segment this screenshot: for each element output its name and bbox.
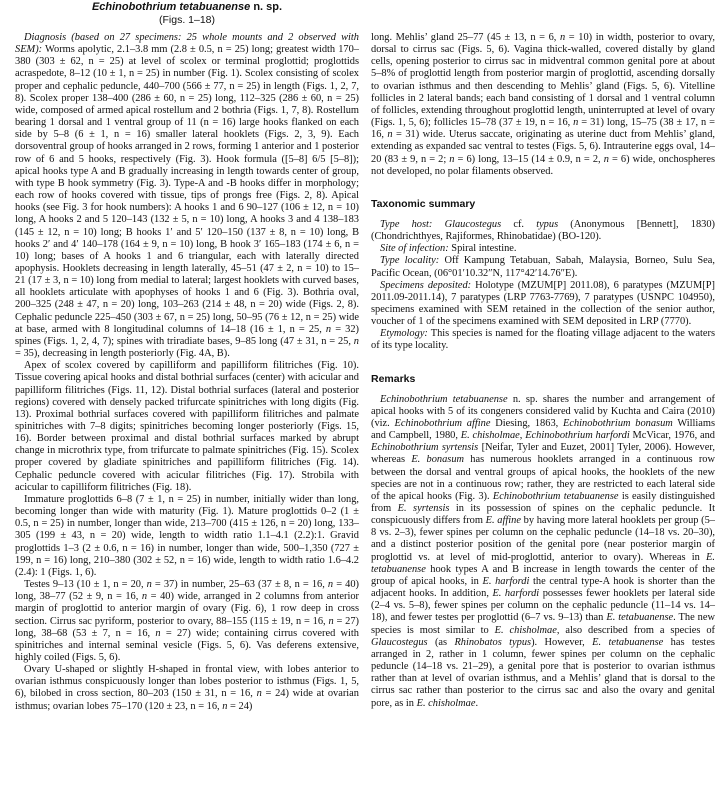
italic-text: n bbox=[353, 335, 359, 347]
text-run: This species is named for the floating village adjacent to the waters of its type locality. bbox=[371, 328, 715, 352]
italic-text: n bbox=[560, 32, 566, 43]
text-run: = 35), decreasing in length posteriorly (Fig. 4A, B). bbox=[15, 348, 230, 360]
italic-text: n bbox=[141, 591, 148, 603]
italic-text: n bbox=[146, 579, 152, 591]
text-run: = 24) wide at ovarian isthmus; ovarian lobes 75–170 (120 ± 23, n = 16, bbox=[15, 688, 359, 712]
italic-text: Specimens deposited: bbox=[380, 279, 472, 291]
italic-text: n bbox=[155, 627, 161, 639]
text-run: Worms apolytic, 2.1–3.8 mm (2.8 ± 0.5, n = 25) long; greatest width 170–380 (303 ± 62, n = 25) at level of scolex or terminal proglottid; proglottids acraspedote, 8–12 (10 ± 1, n = 25) in number (Fig. 1). Scolex consisting of scolex proper and cephalic peduncle, 440–700 (566 ± 77, n = 25) in length (Figs. 1, 2, 7, 8). Scolex proper 138–400 (286 ± 60, n = 25) long, 112–325 (286 ± 60, n = 25) wide, composed of armed apical rostellum and 2 bothria (Figs. 1, 7, 8). Rostellum bearing 1 dorsal and 1 ventral group of 11 (n = 16) large hooks flanked on each side by 5–8 (6 ± 1, n = 16) smaller lateral hooklets (Figs. 2, 3, 9). Each dorsoventral group of hooks arranged in 2 rows, forming 1 anterior and 1 posterior row of 6 and 5 hooks, respectively (Fig. 3). Hook formula ([5–8] 6/5 [5–8]); apical hooks type A and B gradually increasing in length towards center of group, with type B hook symmetry (Fig. 3). Type-A and -B hooks differ in morphology; each row of hooks covered with tissue, tips of prongs free (Figs. 2, 8). Apical hooks (see Fig. 3 for hook numbers): A hooks 1 and 6 90–127 (106 ± 12, n = 10) long, A hooks 2 and 5 120–143 (132 ± 5, n = 10) long, A hooks 3 and 4 138–183 (145 ± 12, n = 10) long; B hooks 1′ and 5′ 120–150 (137 ± 8, n = 10) long, B hooks 2′ and 4′ 140–178 (164 ± 9, n = 10) long, B hook 3′ 165–183 (174 ± 6, n = 10) long; bases of A hooks 1 and 6 triangular, each with laterally directed apophysis. Hooklets decreasing in length laterally, 45–51 (47 ± 2, n = 10) to 15–21 (17 ± 3, n = 10) long from medial to lateral; largest hooklets with curved bases, all hooklets articulate with apophyses of hooks 1 and 6 (Fig. 3). Bothria oval, 200–325 (248 ± 47, n = 20) long, 103–263 (214 ± 48, n = 20) wide (Figs. 2, 8). Cephalic peduncle 225–450 (303 ± 67, n = 25) long, 50–95 (76 ± 12, n = 25) wide at base, armed with 8 longitudinal columns of 14–18 (16 ± 1, n = 25, bbox=[15, 44, 359, 335]
text-run: Off Kampung Tetabuan, Sabah, Malaysia, Borneo, Sulu Sea, Pacific Ocean, (06°01′10.32″N, 117°42′14.76″E). bbox=[371, 255, 715, 279]
italic-text: E. harfordi bbox=[482, 575, 530, 587]
text-run: (Anonymous [Bennett], 1830) (Chondrichthyes, Rajiformes, Rhinobatidae) (BO-120). bbox=[371, 218, 715, 243]
italic-text: typus bbox=[536, 218, 559, 230]
italic-text: Type host: bbox=[380, 218, 433, 230]
text-run: = 37) in number, 25–63 (37 ± 8, n = 16, bbox=[151, 579, 328, 591]
remarks-body bbox=[371, 394, 715, 710]
italic-text: E. harfordi bbox=[492, 588, 540, 600]
italic-text: n bbox=[222, 700, 228, 712]
italic-text: E. chisholmae bbox=[416, 697, 476, 709]
text-run: Testes 9–13 (10 ± 1, n = 20, bbox=[24, 579, 147, 591]
text-run: = 6) long, 13–15 (14 ± 0.9, n = 2, bbox=[454, 153, 604, 165]
text-run: McVicar, 1976, and bbox=[629, 430, 715, 442]
italic-text: n bbox=[256, 688, 262, 700]
paragraph bbox=[15, 360, 359, 494]
text-run: Williams and Campbell, 1980, bbox=[371, 417, 716, 442]
text-run: = 32) spines (Figs. 1, 2, 4, 7); spines with triradiate bases, 9–85 long (47 ± 31, n = 25, bbox=[15, 323, 360, 347]
italic-text: Glaucostegus bbox=[371, 636, 428, 648]
text-run bbox=[432, 219, 444, 230]
text-run: Ovary U-shaped or slightly H-shaped in frontal view, with lobes anterior to ovarian isthmus conspicuously longer than lobes posterior to isthmus (Figs. 1, 5, 6), bilobed in cross section, 80–203 (150 ± 31, n = 16, bbox=[15, 664, 359, 700]
italic-text: E. chisholmae bbox=[460, 430, 520, 442]
italic-text: Etymology: bbox=[380, 328, 428, 340]
text-run: has testes arranged in 2, rather in 1 column, fewer spines per column on the cephalic peduncle (14–18 vs. 21–29), a genital pore that is posterior to ovarian isthmus rather than at level of ovarian isthmus, and a Mehlis’ gland that is dorsal to the cirrus sac rather than posterior to the cirrus sac and also the ovary and genital pore, as in bbox=[371, 636, 715, 709]
text-run: (as bbox=[427, 636, 455, 648]
paragraph bbox=[371, 243, 715, 255]
italic-text: Echinobothrium tetabuanense bbox=[380, 393, 508, 405]
text-run: possesses fewer hooklets per lateral side (2–4 vs. 5–8), fewer spines per column on the cephalic peduncle (11–14 vs. 14–18), and fewer testes per proglottid (6–7 vs. 9–13) than bbox=[371, 588, 715, 624]
taxonomic-summary-heading: Taxonomic summary bbox=[371, 197, 476, 210]
text-run: by having more lateral hooklets per group (5–8 vs. 2–3), fewer spines per column on the cephalic peduncle (14–18 vs. 20–30), and a distinct posterior position of the genital pore (near posterior margin of proglottid vs. at level of mid-proglottid, anterior to ovary). Whereas in bbox=[371, 515, 715, 563]
text-run: long. Mehlis’ gland 25–77 (45 ± 13, n = 6, bbox=[371, 32, 560, 43]
text-run: = 40) long, 38–77 (52 ± 9, n = 16, bbox=[15, 579, 359, 603]
remarks-heading: Remarks bbox=[371, 372, 416, 385]
right-column bbox=[371, 32, 715, 710]
text-run: = 31) wide. Uterus saccate, originating as uterine duct from Mehlis’ gland, extending as expanded sac ventral to testes (Figs. 5, 6). Intrauterine eggs oval, 14–20 (83 ± 9, n = 2; bbox=[371, 129, 715, 165]
paragraph bbox=[371, 328, 715, 352]
italic-text: Echinobothrium syrtensis bbox=[371, 442, 479, 454]
text-run: in its possession of spines on the cephalic peduncle. It conspicuously differs from bbox=[371, 503, 716, 527]
italic-text: Type locality: bbox=[380, 255, 440, 267]
italic-text: E. tetabuanense bbox=[592, 636, 664, 648]
italic-text: Echinobothrium affine bbox=[394, 417, 491, 429]
paragraph bbox=[371, 255, 715, 279]
italic-text: n bbox=[387, 129, 393, 141]
text-run: = 27) long, 38–68 (53 ± 7, n = 16, bbox=[15, 615, 360, 639]
text-run: . bbox=[475, 697, 479, 709]
text-run: hook types A and B increase in length towards the center of the group of apical hooks, in bbox=[371, 563, 715, 587]
text-run: Immature proglottids 6–8 (7 ± 1, n = 25) in number, initially wider than long, becoming longer than wide with maturity (Fig. 1). Mature proglottids 0–2 (1 ± 0.5, n = 25) in number, longer than wide, 213–700 (415 ± 126, n = 20) long, 133–305 (199 ± 43, n = 20) wide, length to width ratio 1.1–4.1 (2.2):1. Gravid proglottids 1–3 (2 ± 0.6, n = 16) in number, longer than wide, 500–1,350 (727 ± 199, n = 16) long, 210–380 (302 ± 52, n = 16) wide, length to width ratio 1.6–4.2 (2.4): 1 (Figs. 1, 6). bbox=[15, 493, 359, 578]
text-run: is easily distinguished from bbox=[371, 490, 715, 514]
paragraph bbox=[15, 494, 359, 579]
italic-text: Rhinobatos typus bbox=[454, 636, 532, 648]
text-run: = 27) wide; containing cirrus covered with spinitriches and internal seminal vesicle (Figs. 5, 6). Vas deferens extensive, highly coiled (Figs. 5, 6). bbox=[15, 627, 359, 663]
italic-text: n bbox=[327, 579, 334, 591]
text-run: ). However, bbox=[531, 636, 593, 648]
text-run: . The new species is most similar to bbox=[371, 612, 715, 636]
description-continuation bbox=[371, 32, 715, 178]
text-run: = 31) long, 15–75 (38 ± 17, n = 16, bbox=[371, 117, 716, 141]
italic-text: n bbox=[603, 153, 609, 165]
text-run: = 10) in width, posterior to ovary, dorsal to cirrus sac (Figs. 5, 6). Vagina thick-walled, covered distally by gland cells, opening posterior to cirrus sac in midventral common genital pore at about 5–8% of proglottid length from posterior margin of proglottid, ascending dorsally to ovarian isthmus and then descending to Mehlis’ gland (Figs. 5, 6). Vitelline follicles in 2 lateral bands; each band consisting of 1 dorsal and 1 ventral column of follicles, extending throughout proglottid length, uninterrupted at level of ovary (Figs. 1, 5, 6); follicles 15–78 (37 ± 19, n = 16, bbox=[371, 32, 715, 129]
italic-text: Echinobothrium harfordi bbox=[525, 430, 630, 442]
text-run: Holotype (MZUM[P] 2011.08), 6 paratypes (MZUM[P] 2011.09-2011.14), 7 paratypes (LRP 7763-7769), 7 paratypes (USNPC 104950), specimens examined with SEM retained in the collection of the senior author, voucher of 1 of the specimens examined with SEM deposited in LRP (7770). bbox=[371, 279, 715, 328]
text-run: cf. bbox=[501, 218, 537, 230]
text-run: , also described from a species of bbox=[556, 624, 715, 636]
text-run: the central type-A hook is shorter than the adjacent hooks. In addition, bbox=[371, 575, 715, 600]
text-run: = 6) wide, onchospheres not developed, no polar filaments observed. bbox=[371, 153, 716, 177]
left-column bbox=[15, 0, 359, 713]
paragraph bbox=[15, 579, 359, 664]
paragraph bbox=[15, 32, 359, 360]
italic-text: E. bonasum bbox=[411, 454, 465, 466]
italic-text: n bbox=[328, 615, 334, 627]
text-run: Diesing, 1863, bbox=[490, 417, 563, 429]
italic-text: Diagnosis (based on 27 specimens: 25 whole mounts and 2 observed with SEM): bbox=[15, 32, 359, 56]
italic-text: E. tetabuanense bbox=[606, 612, 674, 624]
italic-text: n bbox=[449, 153, 455, 165]
italic-text: E. affine bbox=[485, 515, 521, 527]
italic-text: n bbox=[573, 117, 579, 129]
species-title bbox=[15, 1, 359, 14]
species-name: Echinobothrium tetabuanense bbox=[91, 1, 251, 13]
italic-text: n bbox=[325, 323, 332, 335]
new-species-label: n. sp. bbox=[253, 1, 283, 13]
text-run: Apex of scolex covered by capilliform and papilliform filitriches (Fig. 10). Tissue covering apical hooks and distal bothrial surfaces (center) with acicular and papilliform filitriches (Figs. 11, 12). Distal bothrial surfaces (lateral and posterior regions) covered with densely packed trifurcate spinitriches with long digits (Fig. 13). Proximal bothrial surfaces covered with papilliform filitriches and palmate spinitriches with 7–8 digits; spinitriches becoming longer posteriorly (Figs. 15, 16). Border between proximal and distal bothrial surfaces marked by abrupt change in microthrix type, from trifurcate to palmate spinitriches (Fig. 15). Scolex proper covered by gladiate spinitriches and papilliform filitriches (Fig. 14). Cephalic peduncle covered with acicular filitriches (Fig. 17). Strobila with acicular to capilliform filitriches (Fig. 18). bbox=[15, 360, 359, 493]
italic-text: E. chisholmae bbox=[494, 624, 557, 636]
paragraph bbox=[371, 280, 715, 329]
text-run: = 40) wide, arranged in 2 columns from anterior margin of proglottid to anterior margin of ovary (Fig. 6), 1 row deep in cross section. Cirrus sac pyriform, posterior to ovary, 88–155 (115 ± 19, n = 16, bbox=[15, 591, 359, 627]
italic-text: E. tetabuanense bbox=[371, 551, 715, 575]
italic-text: E. syrtensis bbox=[397, 503, 450, 514]
text-run: n. sp. shares the number and arrangement of apical hooks with 5 of its congeners considered valid by Kuchta and Caira (2010) (viz. bbox=[371, 393, 715, 429]
text-run: [Neifar, Tyler and Euzet, 2001] Tyler, 2006). However, whereas bbox=[371, 442, 715, 466]
text-run: , bbox=[519, 430, 526, 442]
italic-text: Glaucostegus bbox=[444, 218, 502, 230]
italic-text: Echinobothrium bonasum bbox=[562, 417, 673, 429]
italic-text: Echinobothrium tetabuanense bbox=[492, 490, 619, 502]
description-body bbox=[15, 32, 359, 713]
text-run: = 24) bbox=[227, 700, 253, 712]
text-run: has numerous hooklets arranged in a continuous row between the dorsal and ventral groups of apical hooks, the hooklets of the new species are not in a continuous row; rather, they are restricted to each lateral side of the apical hooks (Fig. 3). bbox=[371, 454, 715, 502]
figure-reference: (Figs. 1–18) bbox=[158, 14, 216, 26]
paragraph bbox=[371, 394, 715, 710]
italic-text: Site of infection: bbox=[380, 243, 449, 255]
paragraph bbox=[15, 664, 359, 713]
taxonomic-summary-body bbox=[371, 219, 715, 353]
paragraph bbox=[371, 219, 715, 243]
text-run: Spiral intestine. bbox=[448, 243, 517, 255]
